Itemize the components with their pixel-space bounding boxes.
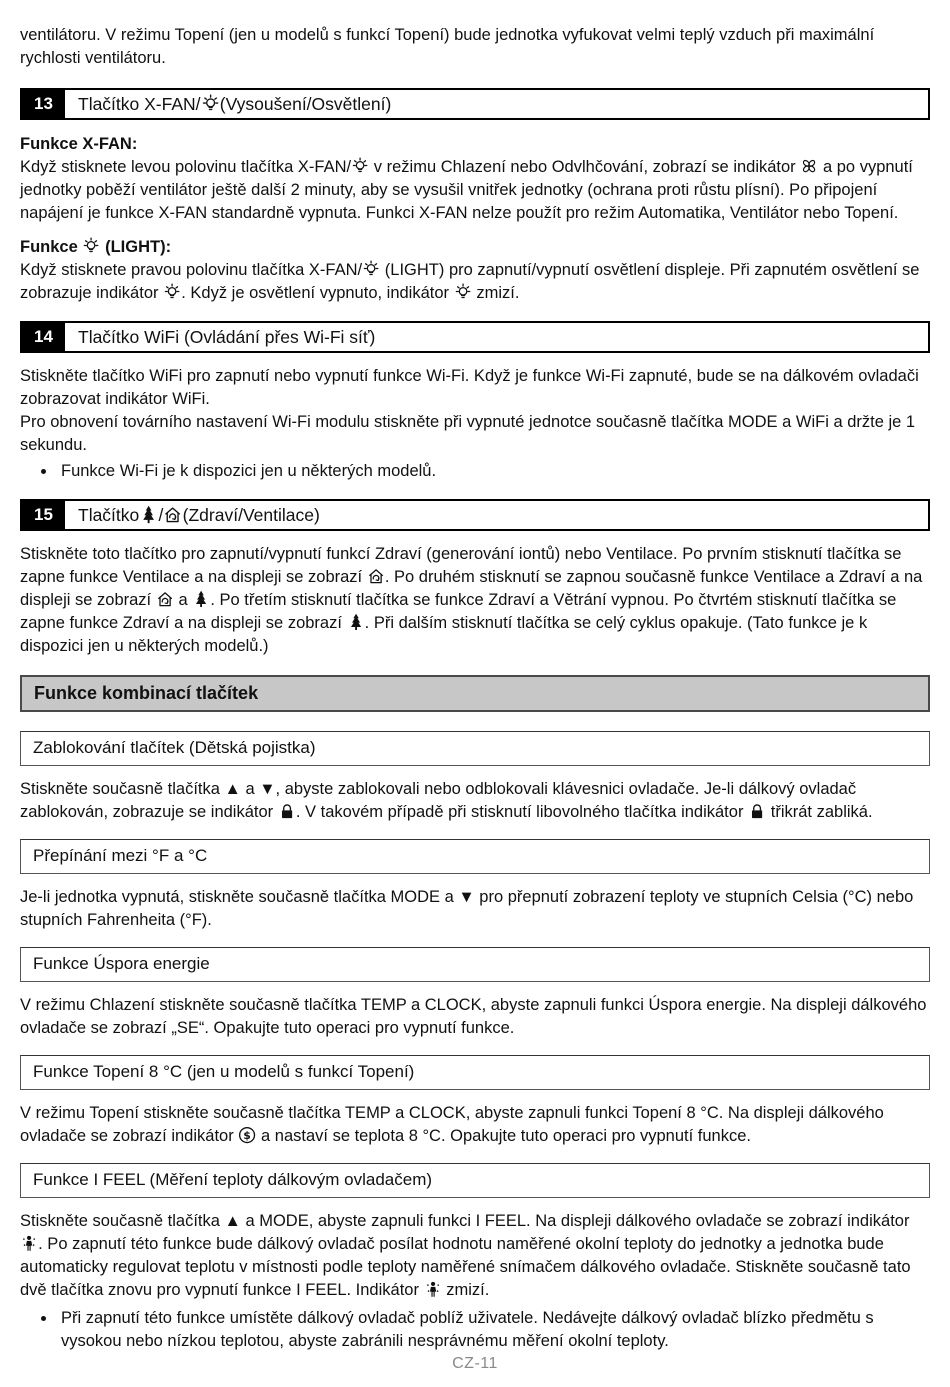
light-bulb-icon <box>82 237 100 255</box>
house-ventilation-icon <box>367 567 385 585</box>
pine-tree-icon <box>347 613 365 631</box>
section-title: Tlačítko WiFi (Ovládání přes Wi-Fi síť) <box>78 326 376 347</box>
section-header-14 <box>20 321 930 353</box>
subheader-i-feel: Funkce I FEEL (Měření teploty dálkovým ovladačem) <box>20 1163 930 1198</box>
subheader-fahrenheit-celsius: Přepínání mezi °F a °C <box>20 839 930 874</box>
house-ventilation-icon <box>163 505 182 524</box>
light-function-paragraph: Když stisknete pravou polovinu tlačítka X-FAN/ (LIGHT) pro zapnutí/vypnutí osvětlení displeje. Při zapnutém osvětlení se zobrazuje indikátor . Když je osvětlení vypnuto, indikátor zmizí. <box>20 261 920 302</box>
child-lock-paragraph: Stiskněte současně tlačítka ▲ a ▼, abyste zablokovali nebo odblokovali klávesnici ovladače. Je-li dálkový ovladač zablokován, zobrazuje se indikátor . V takovém případě při stisknutí libovolného tlačítka indikátor třikrát zabliká. <box>20 780 873 821</box>
energy-saving-paragraph: V režimu Chlazení stiskněte současně tlačítka TEMP a CLOCK, abyste zapnuli funkci Úspora energie. Na displeji dálkového ovladače se zobrazí „SE“. Opakujte tuto operaci pro vypnutí funkce. <box>20 996 927 1037</box>
i-feel-paragraph: Stiskněte současně tlačítka ▲ a MODE, abyste zapnuli funkci I FEEL. Na displeji dálkového ovladače se zobrazí indikátor . Po zapnutí této funkce bude dálkový ovladač posílat hodnotu naměřené okolní teploty do jednotky a jednotka bude automaticky regulovat teplotu v místnosti podle teploty naměřené snímačem dálkového ovladače. Stiskněte současně tato dvě tlačítka znovu pro vypnutí funkce I FEEL. Indikátor zmizí. <box>20 1212 911 1299</box>
intro-paragraph: ventilátoru. V režimu Topení (jen u modelů s funkcí Topení) bude jednotka vyfukovat velmi teplý vzduch při maximální rychlosti ventilátoru. <box>20 26 875 67</box>
i-feel-bullet-list <box>20 1307 930 1353</box>
light-function-heading: Funkce (LIGHT): <box>20 238 172 256</box>
8c-heating-paragraph: V režimu Topení stiskněte současně tlačítka TEMP a CLOCK, abyste zapnuli funkci Topení 8 °C. Na displeji dálkového ovladače se zobrazí indikátor $ a nastaví se teplota 8 °C. Opakujte tuto operaci pro vypnutí funkce. <box>20 1104 884 1145</box>
i-feel-person-icon <box>20 1234 38 1252</box>
subheader-child-lock: Zablokování tlačítek (Dětská pojistka) <box>20 731 930 766</box>
page-number: CZ-11 <box>452 1355 498 1372</box>
combined-functions-bar: Funkce kombinací tlačítek <box>20 675 930 712</box>
light-bulb-icon <box>351 157 369 175</box>
wifi-bullet-list <box>20 460 930 483</box>
subheader-8c-heating: Funkce Topení 8 °C (jen u modelů s funkcí Topení) <box>20 1055 930 1090</box>
pine-tree-icon <box>192 590 210 608</box>
xfan-function-heading: Funkce X-FAN: <box>20 135 138 153</box>
subheader-energy-saving: Funkce Úspora energie <box>20 947 930 982</box>
light-bulb-icon <box>454 283 472 301</box>
xfan-function-paragraph: Když stisknete levou polovinu tlačítka X-FAN/ v režimu Chlazení nebo Odvlhčování, zobrazí se indikátor a po vypnutí jednotky poběží ventilátor ještě další 2 minuty, aby se vysušil vnitřek jednotky (ochrana proti růstu plísní). Po připojení napájení je funkce X-FAN standardně vypnuta. Funkci X-FAN nelze použít pro režim Automatika, Ventilátor nebo Topení. <box>20 158 913 222</box>
light-bulb-icon <box>201 94 220 113</box>
lock-icon <box>278 802 296 820</box>
bullet-item: • Při zapnutí této funkce umístěte dálkový ovladač poblíž uživatele. Nedávejte dálkový ovladač blízko předmětu s vysokou nebo nízkou teplotou, abyste zabránili nesprávnému měření okolní teploty. <box>57 1307 930 1353</box>
house-ventilation-icon <box>156 590 174 608</box>
fahrenheit-celsius-paragraph: Je-li jednotka vypnutá, stiskněte současně tlačítka MODE a ▼ pro přepnutí zobrazení teploty ve stupních Celsia (°C) nebo stupních Fahrenheita (°F). <box>20 888 914 929</box>
section-number-badge: 14 <box>22 323 65 351</box>
section-header-15 <box>20 499 930 531</box>
section-number-badge: 13 <box>22 90 65 118</box>
light-bulb-icon <box>362 260 380 278</box>
health-ventilation-paragraph: Stiskněte toto tlačítko pro zapnutí/vypnutí funkcí Zdraví (generování iontů) nebo Ventilace. Po prvním stisknutí tlačítka se zapne funkce Ventilace a na displeji se zobrazí . Po druhém stisknutí se zapnou současně funkce Ventilace a Zdraví a na displeji se zobrazí a . Po třetím stisknutí tlačítka se funkce Zdraví a Větrání vypnou. Po čtvrtém stisknutí tlačítka se zapne funkce Zdraví a na displeji se zobrazí . Při dalším stisknutí tlačítka se celý cyklus opakuje. (Tato funkce je k dispozici jen u některých modelů.) <box>20 545 923 655</box>
i-feel-person-icon <box>424 1280 442 1298</box>
light-bulb-icon <box>163 283 181 301</box>
svg-text:$: $ <box>243 1128 252 1142</box>
dollar-circle-icon <box>238 1126 256 1144</box>
lock-icon <box>748 802 766 820</box>
section-title: Tlačítko X-FAN/ (Vysoušení/Osvětlení) <box>78 93 392 114</box>
bullet-item: • Funkce Wi-Fi je k dispozici jen u některých modelů. <box>57 460 930 483</box>
fan-icon <box>800 157 818 175</box>
section-title: Tlačítko / (Zdraví/Ventilace) <box>78 504 320 525</box>
wifi-paragraph: Stiskněte tlačítko WiFi pro zapnutí nebo vypnutí funkce Wi-Fi. Když je funkce Wi-Fi zapnuté, bude se na dálkovém ovladači zobrazovat indikátor WiFi. Pro obnovení továrního nastavení Wi-Fi modulu stiskněte při vypnuté jednotce současně tlačítka MODE a WiFi a držte je 1 sekundu. <box>20 367 919 454</box>
section-header-13 <box>20 88 930 120</box>
pine-tree-icon <box>139 505 158 524</box>
section-number-badge: 15 <box>22 501 65 529</box>
